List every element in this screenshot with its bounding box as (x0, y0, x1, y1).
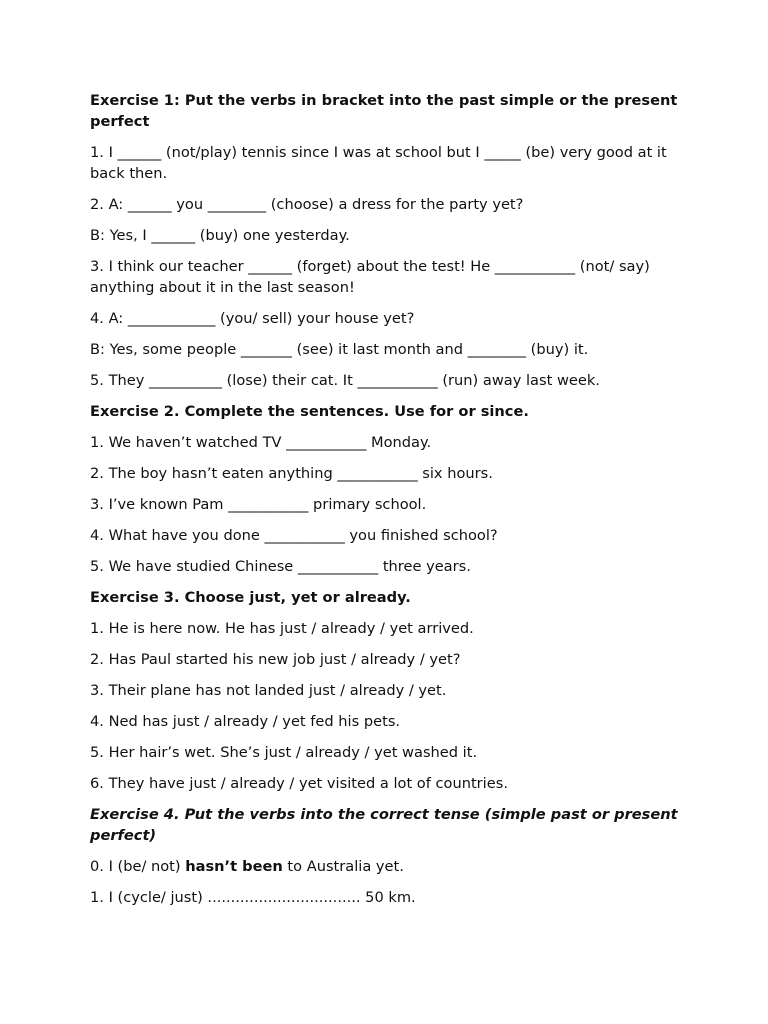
exercise-4-title: Exercise 4. Put the verbs into the correct tense (simple past or present perfect) (90, 806, 678, 844)
example-prefix: 0. I (be/ not) (90, 858, 186, 875)
exercise-2-item: 5. We have studied Chinese ___________ three years. (90, 558, 471, 575)
exercise-2-item: 2. The boy hasn’t eaten anything ___________ six hours. (90, 465, 493, 482)
exercise-3-item: 1. He is here now. He has just / already / yet arrived. (90, 620, 474, 637)
worksheet (90, 90, 680, 918)
exercise-2-title: Exercise 2. Complete the sentences. Use for or since. (90, 403, 529, 420)
exercise-1-item: B: Yes, I ______ (buy) one yesterday. (90, 227, 350, 244)
exercise-3-item: 2. Has Paul started his new job just / already / yet? (90, 651, 461, 668)
exercise-4-example (90, 856, 680, 877)
exercise-3-item: 4. Ned has just / already / yet fed his pets. (90, 713, 401, 730)
exercise-2-item: 1. We haven’t watched TV ___________ Monday. (90, 434, 432, 451)
exercise-2-item: 3. I’ve known Pam ___________ primary school. (90, 496, 427, 513)
exercise-4-item: 1. I (cycle/ just) ................................. 50 km. (90, 889, 416, 906)
exercise-1-item: 1. I ______ (not/play) tennis since I was at school but I _____ (be) very good at it back then. (90, 144, 667, 182)
exercise-1-item: 5. They __________ (lose) their cat. It ___________ (run) away last week. (90, 372, 600, 389)
example-suffix: to Australia yet. (282, 858, 404, 875)
exercise-1-item: 2. A: ______ you ________ (choose) a dress for the party yet? (90, 196, 524, 213)
exercise-3-item: 3. Their plane has not landed just / already / yet. (90, 682, 447, 699)
exercise-1-item: B: Yes, some people _______ (see) it last month and ________ (buy) it. (90, 341, 589, 358)
exercise-3-item: 5. Her hair’s wet. She’s just / already / yet washed it. (90, 744, 478, 761)
exercise-2-item: 4. What have you done ___________ you finished school? (90, 527, 498, 544)
exercise-1-title: Exercise 1: Put the verbs in bracket into the past simple or the present perfect (90, 92, 678, 130)
exercise-3-title: Exercise 3. Choose just, yet or already. (90, 589, 411, 606)
exercise-1-item: 4. A: ____________ (you/ sell) your house yet? (90, 310, 415, 327)
exercise-3-item: 6. They have just / already / yet visited a lot of countries. (90, 775, 508, 792)
exercise-1-item: 3. I think our teacher ______ (forget) about the test! He ___________ (not/ say) anything about it in the last season! (90, 258, 650, 296)
example-answer: hasn’t been (185, 858, 283, 875)
